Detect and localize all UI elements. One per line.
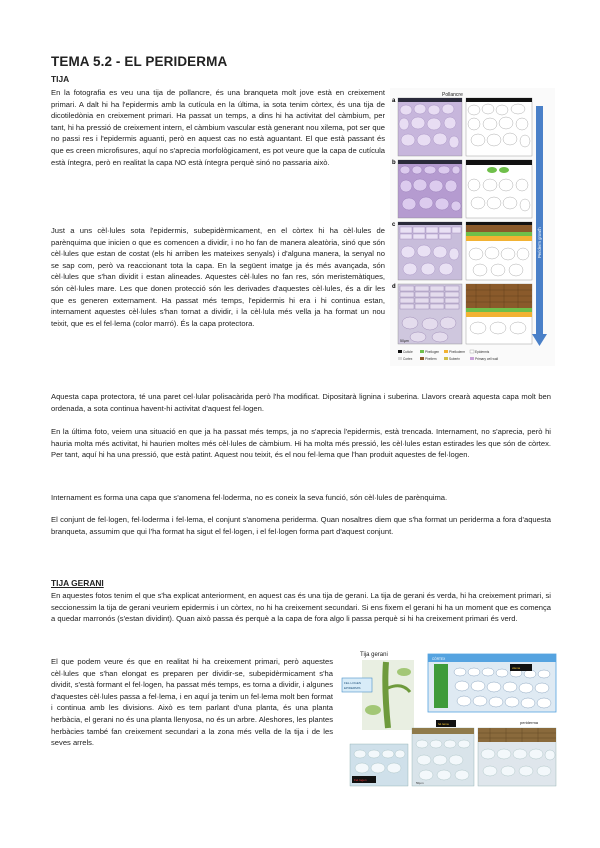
paragraph-tija-5: Internament es forma una capa que s'anomena fel·loderma, no es coneix la seva funció, són cèl·lules de parènquima. [51,493,448,502]
paragraph-tija-4: En la última foto, veiem una situació en que ja ha passat més temps, ja no s'aprecia l'epidermis, està trencada. Internament, no s'aprecia, però hi hauria molta més activitat, hi haurien moltes més cèl·lules de càmbium. Hi ha molta més pressió, les cèl·lules estan estirades les que són de còrtex. Per tant, aquí hi ha una pressió, que està patint. Aquest nou teixit, és el nou fel·lema que l'han produit aquestes de fel·logen. [51,427,551,460]
section-heading-tija: TIJA [51,74,70,84]
paragraph-tija-6: El conjunt de fel·logen, fel·loderma i fel·lema, el conjunt s'anomena periderma. Quan nosaltres diem que s'ha format un periderma a fora d'aquesta branqueta, assumim que qui l'ha format ha sigut el fel·logen, i el fel·logen forma part d'aquest conjunt. [51,515,551,536]
legend-item-3: Phelloderm [449,350,466,354]
figure-title: Pollancre [442,92,463,98]
legend-item-4: Epidermis [475,350,490,354]
label-box-cortex: CÒRTEX [432,657,446,661]
panel-d [392,284,532,344]
paragraph-gerani-1: En aquestes fotos tenim el que s'ha explicat anteriorment, en aquest cas és una tija de gerani. La tija de gerani és verda, hi ha creixement primari, si seccionessim la tija de gerani veuriem epidermis i un còrtex, no hi ha creixement secundari. Si ens fixem el gerani hi ha un moment que es comença a quedar marronós (s'estan dividint). Quan això passa és perquè a la capa de fora algo li passa perquè si hi ha creixement primari és verd. [51,591,551,624]
panel-b [392,160,532,218]
legend-item-2: Phellogen [425,350,440,354]
geranium-figure [340,648,560,788]
section-heading-tija-gerani: TIJA GERANI [51,578,104,588]
paragraph-tija-1: En la fotografia es veu una tija de pollancre, és una branqueta molt jove està en creixement primari. A dalt hi ha l'epidermis amb la cutícula en la última, ia sota tenim còrtex, és una tija de dicotiledònia en creixement primari. Ha passat un temps, a dins hi ha activitat del càmbium, per tant, hi ha pressió de creixement intern, el càmbium vascular està generant nou xilema, pot ser que no passi res i l'epidermis aguanti, però en aquest cas no està aguantant. El que està passant és que es creen microfisures, aquí no s'aprecia morfològicament, es pot veure que la capa de cutícula està íntegra, però en realitat la capa NO està íntegra perquè sinó no passaria això. [51,88,385,167]
panel-a [392,98,532,156]
page-title: TEMA 5.2 - EL PERIDERMA [51,54,228,69]
label-fellema: fel·lema [438,722,449,726]
label-fellogen: Fel·logen [354,778,367,782]
panel-label-b: b [392,160,396,166]
label-box-fellogen: FEL·LOGEN [344,681,362,685]
legend-item-5: Cortex [403,357,413,361]
panel-label-c: c [392,222,396,228]
figure2-scale-label: 50µm [416,781,424,785]
panel-c [392,222,532,280]
label-xilema: xilema [512,666,521,670]
legend-item-8: Primary cell wall [475,357,499,361]
panel-label-a: a [392,98,396,104]
paragraph-tija-3: Aquesta capa protectora, té una paret cel·lular polisacàrida però l'ha modificat. Dipositarà lignina i suberina. Llavors crearà aquesta capa molt ben ordenada, a sota continua havent-hi activitat d'aquest fel·logen. [51,392,551,413]
legend-item-7: Suberin [449,357,460,361]
figure2-title: Tija gerani [360,652,388,658]
scale-label: 50µm [400,339,409,343]
growth-axis-label: Periderm growth [537,227,542,258]
figure-poplar-periderm [390,88,555,366]
panel-label-d: d [392,284,396,290]
legend-item-6: Phellem [425,357,437,361]
paragraph-gerani-2: El que podem veure és que en realitat hi ha creixement primari, però aquestes cèl·lules que s'han elongat es preparen per dividir-se, subepidèrmicament s'ha dividit, s'està formant el fel·logen, ha passat més temps, es torna a dividir, i algunes d'aquestes cèl·lules passa a fel·lema, i en aquí ja tenim un fel·lema molt ben format i continua amb les divisions. Això es tem parlant d'una planta, és una planta herbàcia, el gerani no és una planta llenyosa, no és un arbre. Aleshores, les plantes herbàcies també fan creixement secundari a la zona més vella de la tija i de les seves arrels. [51,657,333,748]
label-box-epidermis: EPIDERMIS [344,686,361,690]
legend-item-1: Cuticle [403,350,413,354]
paragraph-tija-2: Just a uns cèl·lules sota l'epidermis, subepidèrmicament, en el còrtex hi ha cèl·lules de parènquima que inicien o que es comencen a dividir, i no ho fan de manera aleatòria, sinó que són cèl·lules que estan de costat (els hi arriben les mateixes senyals) i d'alguna manera, la senyal no se sap com, però va reaccionant tota la capa. En la següent imatge ja és més avançada, són cèl·lules que s'han dividit i estan alineades. Aquestes cèl·lules no fan res, són meristemàtiques, són cèl·lules mare. Les que donen protecció són les derivades d'aquestes cèl·lules, és a dir les que es generen externament. Ha passat més temps, l'epidermis hi era i hi continua estan, internament aquestes cèl·lules s'han tornat a dividir, i la cèl·lula més vella ja ha format un nou teixit, que es el fel·lema (color marró). És la capa protectora. [51,226,385,328]
figure-geranium-stem [340,648,560,788]
periderm-figure [390,88,555,366]
label-periderma: periderma [520,720,539,725]
